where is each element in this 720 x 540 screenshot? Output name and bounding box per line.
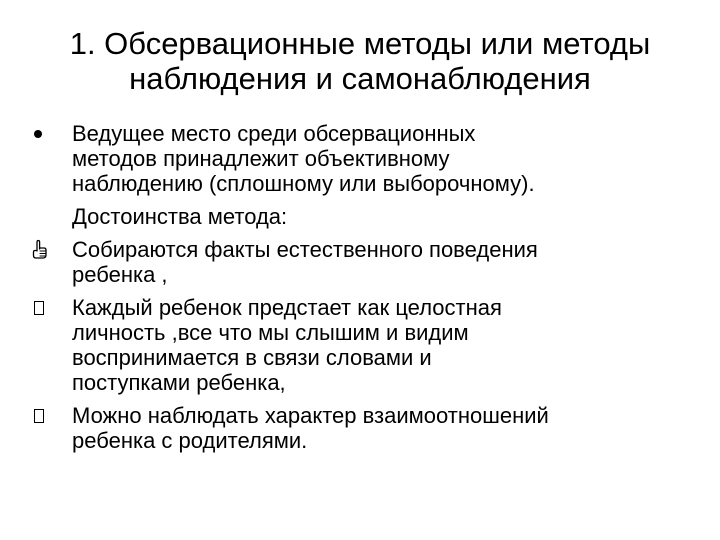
item-text-line: ребенка , [72,262,168,287]
list-item-advantages-heading [30,204,710,229]
item-text-line: Ведущее место среди обсервационных [72,121,476,146]
item-text-line: поступками ребенка, [72,370,286,395]
slide-body [30,121,710,461]
item-text-line: воспринимается в связи словами и [72,345,432,370]
slide-title [10,26,710,96]
title-line-2: наблюдения и самонаблюдения [129,61,591,96]
item-text-line: Собираются факты естественного поведения [72,237,538,262]
list-item-relationships [30,403,710,453]
list-item-leading-place [30,121,710,196]
item-text-line: ребенка с родителями. [72,428,308,453]
item-text-line: методов принадлежит объективному [72,146,450,171]
item-text-line: Можно наблюдать характер взаимоотношений [72,403,549,428]
item-text-line: наблюдению (сплошному или выборочному). [72,171,535,196]
item-text-line: Каждый ребенок предстает как целостная [72,295,502,320]
title-line-1: 1. Обсервационные методы или методы [69,26,651,61]
missing-glyph-box-icon [30,295,54,320]
list-item-holistic-personality [30,295,710,395]
bullet-dot-icon [30,121,54,146]
list-item-natural-behavior [30,237,710,287]
item-text-line: личность ,все что мы слышим и видим [72,320,469,345]
pointing-hand-icon [30,237,54,262]
missing-glyph-box-icon [30,403,54,428]
item-text-line: Достоинства метода: [72,204,288,229]
